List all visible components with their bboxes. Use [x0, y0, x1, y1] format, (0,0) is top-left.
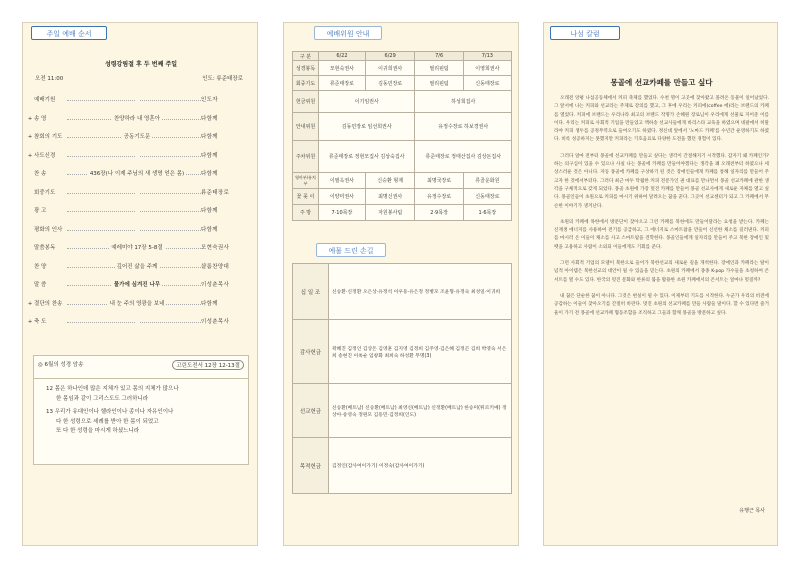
column-paragraph: 내 꿈은 단순한 꿈이 아니다. 그것은 현실이 될 수 있다. 이제부터 기도를 시작한다. 누군가 우리의 비전에 공감하는 이들이 찾아오기를 간절히 바란다. 멋진 초원의 선교카페를 만들 사람들 말이다. 할 수 있다면 즐거울이 가기 전 몽골에 선교카페 협동조합을 조직하고 그들과 함께 몽골을 방문하고 싶다.: [554, 293, 769, 316]
order-item: + 참회의 기도 공동기도문 다함께: [27, 134, 218, 140]
table-row: 영아부/유치부 이필옥권사 신승환 형제 최명국장로 류골운화원: [293, 173, 512, 189]
order-item: + 축 도 이성춘목사: [27, 319, 230, 325]
column-title: 몽골에 선교카페를 만들고 싶다: [610, 78, 713, 87]
service-title: 성령강림절 후 두 번째 주일: [104, 61, 178, 68]
service-time: 오전 11:00: [35, 76, 64, 82]
duty-panel: [283, 22, 519, 546]
order-item: + 결단의 찬송 내 눈 주의 영광을 보네 다함께: [27, 300, 218, 307]
order-item: 광 고 다함께: [34, 208, 218, 214]
table-row: 안내위원 김동민장로 임선희권사 유정수장로 하보경권사: [293, 113, 512, 141]
table-header-row: 구 분 6/22 6/29 7/6 7/13: [293, 52, 512, 61]
table-row: 회중기도 류준태장로 김동민장로 필리핀팀 신동태장로: [293, 76, 512, 91]
offering-title: 예물 드린 손길: [316, 243, 386, 257]
table-row: 주 방 7·10목장 자원봉사팀 2·9목장 1·6목장: [293, 205, 512, 221]
order-item: 찬 송 436장(나 이제 주님의 새 생명 얻은 몸) 다함께: [34, 171, 218, 177]
column-panel: [543, 22, 778, 546]
worship-order-panel: [22, 22, 258, 546]
column-body: [554, 95, 769, 326]
worship-order-list: [27, 91, 255, 332]
table-row: 성경봉독 모현숙권사 이귀희권사 필리핀팀 이영희권사: [293, 61, 512, 76]
table-row: 목적헌금 김정인(감사여이가기) 이정숙(감사여이가기): [293, 438, 512, 494]
duty-table: [292, 51, 512, 221]
order-item: 회중기도 류준태장로: [34, 189, 230, 196]
duty-title: 예배위원 안내: [314, 26, 382, 40]
column-paragraph: 초원의 카페에 목한에서 방문단이 찾아오고 그런 카페를 북한에도 만들어달라는 요청을 받는다. 카페는 신재생 에너지를 사용하여 전기를 공급하고, 그 에너지로 스마트팜을 만들어 신선한 채소를 길러낸다. 커피를 마시러 온 이들이 채소를 사고 스마트팜을 견학한다. 몽골인들에게 일자리를 만들어 주고 북한 장애인 및 뗏을 고용하고 사람이 소외되 이들에게도 기회를 준다.: [554, 219, 769, 250]
order-item: 예배기원 인도자: [34, 97, 218, 103]
scripture-memory-box: [33, 355, 249, 465]
column-paragraph: 오래전 앙평 나섬공동체에서 커피 축제를 했었다. 수천 명이 고곳에 찾아왔고 몰려온 동물이 일어났었다. 그 앞서에 나는 커피와 선교라는 주제로 강의를 했고, 그 후에 우리는 커피에(coffee 에)라는 브랜드의 카페를 열었다. 커피에 브랜드는 우리나라 최고의 브랜드 작명가 손혜원 장로님이 우리에게 선물로 지어준 이름이다. 우리는 커피로 사회적 기업을 만들었고 액하송 선교사들에게 바리스타 교육을 하였으며 네팔에서 히말라야 커피 생두를 공정무역으로 들여오기도 하였다. 정신대 앞에서 '노마드 카페'를 수년간 운영하기도 하였다. 비록 성공하지는 못했지만 커피라는 기호음료로 다양한 도전을 했던 경험이 있다.: [554, 96, 769, 143]
worship-order-title: 주일 예배 순서: [31, 26, 107, 40]
column-paragraph: 그런 사회적 기업의 모델이 북한으로 들어가 북한선교의 새로운 길을 개척한다. 장애인과 카페라는 탈이념적 아이템은 북한선교의 대안이 될 수 있음을 믿는다. 초원의 카페에서 종종 K-pop 가수들을 초청하여 콘서트를 열 수도 있다. 한국의 멋진 문화와 한류의 붐을 활용한 초원 카페에서의 콘서트는 얼마나 멋질까?: [554, 261, 769, 283]
order-item: 말씀봉독 예레미야 17장 5-8절 모현숙권사: [34, 245, 230, 251]
order-item: + 송 영 찬양하라 내 영혼아 다함께: [27, 115, 218, 122]
column-tab: 나섬 칼럼: [550, 26, 620, 40]
column-paragraph: 그러다 얼마 전부터 몽골에 선교카페를 만들고 싶다는 생각이 간절해지기 시작했다. 갑자기 왜 카페인가? 하는 의구심이 있을 수 있으나 사실 나는 몽골에 카페를 만들어야겠다는 생각을 꽤 오래전부터 하였으나 세상스러운 것은 아니다. 자동 몽골에 카페를 구상하기 된 것은 장애인들에게 카페를 통해 일자리를 만들어 주고자 한 것에서부터다. 그러다 최근 마두 탁월한 커피 전문가인 권 대표를 만나면서 몽골 선교카페에 관한 생각을 구체적으로 갖게 되었다. 몽골 초원에 가장 멋진 카페를 만들어 몽골 선교사에게 새로운 자체를 열고 싶다. 몽골인들이 초원으로 커피를 마시기 위하여 달려오는 꿈을 꾼다. 그곳이 선교센터가 되고 그 카페에서 무슨한 이야기가 생겨난다.: [554, 153, 769, 209]
column-author: 유행근 목사: [739, 508, 765, 514]
order-item: 평화의 인사 다함께: [34, 226, 218, 233]
table-row: 주차위원 류준태장로 정현모집사 김상숙집사 류준태장로 정태산집사 김상돈집사: [293, 141, 512, 173]
order-item: 찬 양 깊어진 삶을 주께 샬롬찬양대: [34, 263, 230, 270]
table-row: 선교헌금 신승환(베트남) 신승환(베트남) 최영신(베트남) 신정환(베트남) 한승미(튀르키예) 정상아·송영숙 정원모 김동민·김정희(인도): [293, 384, 512, 438]
service-leader: 인도: 류준태장로: [202, 76, 243, 82]
table-row: 헌금위원 이기임권사 하성희집사: [293, 91, 512, 113]
scripture-heading: ◎ 6월의 성경 암송: [38, 362, 84, 368]
table-row: 십 일 조 신승환·신정환 오은상·유정석 이우동·유은정 정병모 조윤형·유정숙 최성일·이귀희: [293, 264, 512, 320]
table-row: 감사헌금 곽혜진 김정인 김상돈 김영훈 김지영 김정희 김주영·김은혜 김정곤 김희 박영숙 서은희 송현진 이옥순 임창화 최희숙 하성환 무명(3): [293, 320, 512, 384]
scripture-reference: 고린도전서 12장 12-13절: [172, 360, 244, 370]
offering-table: [292, 263, 512, 494]
table-row: 꽃 꽂 이 이양미권사 최명신권사 유정수장로 신동태장로: [293, 189, 512, 205]
order-item: + 사도신경 다함께: [27, 152, 218, 159]
scripture-text: 12 몸은 하나인데 많은 지체가 있고 몸의 지체가 많으나 한 몸임과 같이 그리스도도 그러하니라 13 우리가 유대인이나 헬라인이나 종이나 자유인이나 다 한 성령으로 세례를 받아 한 몸이 되었고 또 다 한 성령을 마시게 하셨느니라: [34, 378, 248, 447]
order-item: 말 씀 물가에 심겨진 나무 이성춘목사: [34, 282, 230, 288]
